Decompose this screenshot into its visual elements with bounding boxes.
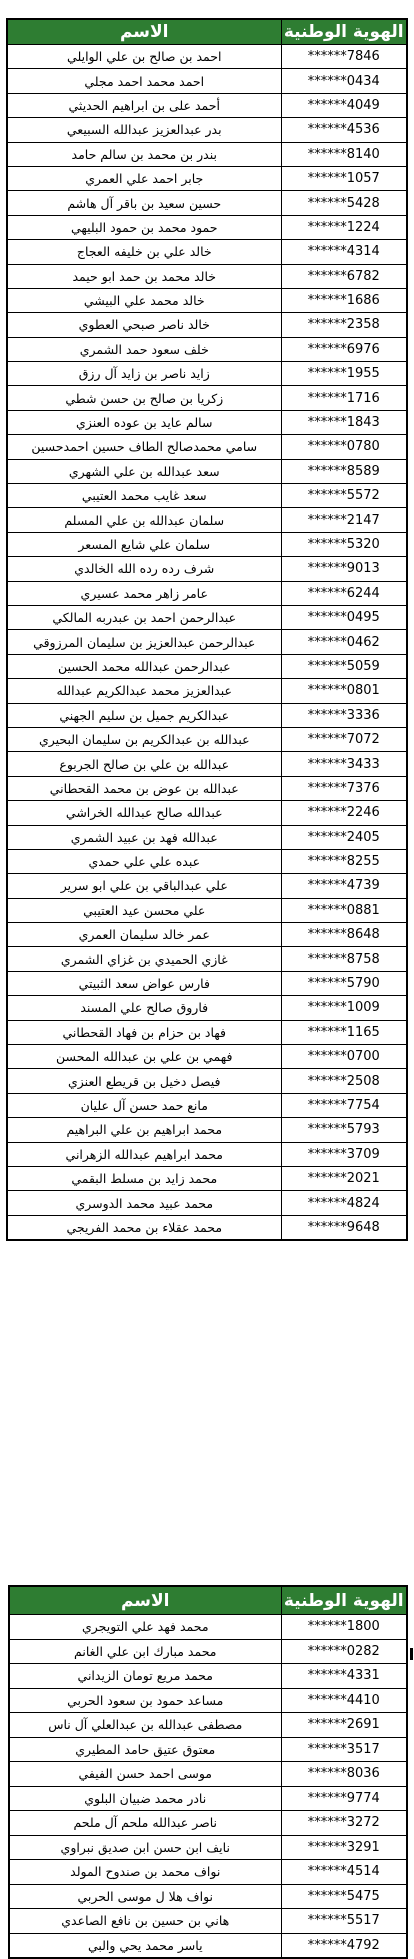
table-row [7,557,407,581]
national-id-cell: ******2021 [281,1166,407,1190]
national-id-cell: ******5320 [281,532,407,556]
name-cell: حسين سعيد بن باقر آل هاشم [7,191,281,215]
national-id-cell: ******3272 [281,1811,407,1836]
table-row [7,191,407,215]
table-row [7,752,407,776]
name-cell: فهمي بن علي بن عبدالله المحسن [7,1045,281,1069]
table-row [7,1142,407,1166]
national-id-cell: ******0801 [281,679,407,703]
national-id-cell: ******7072 [281,727,407,751]
name-cell: ناصر عبدالله ملحم آل ملحم [9,1811,281,1836]
table-row [9,1860,407,1885]
national-id-cell: ******5059 [281,654,407,678]
national-id-cell: ******0434 [281,69,407,93]
name-cell: محمد ابراهيم بن علي البراهيم [7,1118,281,1142]
national-id-cell: ******5793 [281,1118,407,1142]
name-cell: غازي الحميدي بن غزاي الشمري [7,947,281,971]
national-id-cell: ******4739 [281,874,407,898]
name-cell: مساعد حمود بن سعود الحربي [9,1688,281,1713]
name-cell: محمد زايد بن مسلط البقمي [7,1166,281,1190]
name-cell: سعد عبدالله بن علي الشهري [7,459,281,483]
name-cell: هاني بن حسين بن نافع الصاعدي [9,1909,281,1934]
national-id-cell: ******1165 [281,1020,407,1044]
table-row [7,45,407,69]
name-cell: ياسر محمد يحي والبي [9,1933,281,1958]
name-cell: احمد بن صالح بن علي الوايلي [7,45,281,69]
table-row [7,923,407,947]
table-row [7,679,407,703]
national-id-cell: ******7376 [281,776,407,800]
name-cell: شرف رده رده الله الخالدي [7,557,281,581]
table-row [7,849,407,873]
name-cell: نادر محمد ضبيان البلوي [9,1786,281,1811]
table-row [7,971,407,995]
national-id-cell: ******2147 [281,508,407,532]
national-id-cell: ******6244 [281,581,407,605]
national-id-cell: ******1057 [281,166,407,190]
table-row [7,874,407,898]
national-id-cell: ******3291 [281,1835,407,1860]
table-row [7,288,407,312]
national-id-cell: ******9013 [281,557,407,581]
national-id-cell: ******2508 [281,1069,407,1093]
national-id-cell: ******5428 [281,191,407,215]
table-row [7,93,407,117]
national-id-cell: ******2691 [281,1713,407,1738]
name-cell: عامر زاهر محمد عسيري [7,581,281,605]
name-cell: زايد ناصر بن زايد آل رزق [7,362,281,386]
table-row [7,801,407,825]
table-row [9,1909,407,1934]
name-cell: عبدالعزيز محمد عبدالكريم عبدالله [7,679,281,703]
name-cell: عبدالرحمن عبدالله محمد الحسين [7,654,281,678]
name-cell: زكريا بن صالح بن حسن شطي [7,386,281,410]
table-row [7,630,407,654]
national-id-cell: ******9648 [281,1215,407,1240]
national-id-cell: ******4049 [281,93,407,117]
name-cell: سامي محمدصالح الطاف حسين احمدحسين [7,435,281,459]
name-cell: محمد مريع تومان الزيداني [9,1664,281,1689]
name-cell: فارس عواض سعد الثبيتي [7,971,281,995]
table-row [7,996,407,1020]
name-cell: خالد محمد بن حمد ابو حيمد [7,264,281,288]
national-id-cell: ******0881 [281,898,407,922]
national-id-cell: ******2358 [281,313,407,337]
name-cell: عبدالكريم جميل بن سليم الجهني [7,703,281,727]
name-cell: بدر عبدالعزيز عبدالله السبيعي [7,118,281,142]
names-table-1 [6,18,408,1241]
national-id-cell: ******1686 [281,288,407,312]
table-row [7,1166,407,1190]
table-row [7,898,407,922]
national-id-cell: ******8140 [281,142,407,166]
table-row [9,1933,407,1958]
national-id-cell: ******6782 [281,264,407,288]
table-row [9,1664,407,1689]
national-id-cell: ******3709 [281,1142,407,1166]
table-row [7,459,407,483]
names-table-2 [8,1585,408,1959]
table-row [7,581,407,605]
name-cell: خلف سعود حمد الشمري [7,337,281,361]
national-id-cell: ******4824 [281,1191,407,1215]
name-cell: محمد عقلاء بن محمد الفريجي [7,1215,281,1240]
name-cell: محمد عبيد محمد الدوسري [7,1191,281,1215]
national-id-cell: ******3433 [281,752,407,776]
name-cell: عبدالله بن عبدالكريم بن سليمان البحيري [7,727,281,751]
national-id-cell: ******4514 [281,1860,407,1885]
name-cell: جابر احمد علي العمري [7,166,281,190]
national-id-cell: ******4536 [281,118,407,142]
table-row [7,654,407,678]
table-row [9,1688,407,1713]
table-row [7,703,407,727]
national-id-cell: ******1955 [281,362,407,386]
name-cell: محمد فهد علي التويجري [9,1615,281,1640]
table-row [7,508,407,532]
name-cell: مصطفى عبدالله بن عبدالعلي آل ناس [9,1713,281,1738]
name-cell: محمد مبارك ابن علي الغانم [9,1639,281,1664]
name-cell: علي عبدالباقي بن علي ابو سرير [7,874,281,898]
national-id-cell: ******8758 [281,947,407,971]
table-row [7,435,407,459]
table-row [7,386,407,410]
name-cell: محمد ابراهيم عبدالله الزهراني [7,1142,281,1166]
table-row [9,1615,407,1640]
table-header-row [9,1586,407,1615]
national-id-cell: ******0780 [281,435,407,459]
national-id-cell: ******6976 [281,337,407,361]
national-id-cell: ******3336 [281,703,407,727]
national-id-cell: ******1224 [281,215,407,239]
table-row [7,410,407,434]
national-id-cell: ******1800 [281,1615,407,1640]
name-cell: سالم عايد بن عوده العنزي [7,410,281,434]
name-cell: خالد ناصر صبحي العطوي [7,313,281,337]
table-row [9,1713,407,1738]
name-cell: عبدالله صالح عبدالله الخراشي [7,801,281,825]
table-row [7,240,407,264]
name-cell: نايف ابن حسن ابن صديق نبراوي [9,1835,281,1860]
table-row [7,1093,407,1117]
name-cell: خالد محمد علي البيشي [7,288,281,312]
national-id-cell: ******7846 [281,45,407,69]
table-row [7,727,407,751]
name-cell: بندر بن محمد بن سالم حامد [7,142,281,166]
name-cell: عبدالله بن علي بن صالح الجربوع [7,752,281,776]
name-cell: حمود محمد بن حمود البليهي [7,215,281,239]
name-cell: موسى احمد حسن الفيفي [9,1762,281,1787]
national-id-cell: ******1009 [281,996,407,1020]
national-id-cell: ******1843 [281,410,407,434]
table-row [7,118,407,142]
name-cell: عبدالله فهد بن عبيد الشمري [7,825,281,849]
header-national-id: الهوية الوطنية [281,1586,407,1615]
name-cell: علي محسن عيد العتيبي [7,898,281,922]
header-name: الاسم [9,1586,281,1615]
national-id-cell: ******8255 [281,849,407,873]
name-cell: مانع حمد حسن آل عليان [7,1093,281,1117]
name-cell: نواف محمد بن صندوح المولد [9,1860,281,1885]
national-id-cell: ******1716 [281,386,407,410]
table-row [7,1020,407,1044]
name-cell: عبدالرحمن عبدالعزيز بن سليمان المرزوقي [7,630,281,654]
name-cell: معتوق عتيق حامد المطيري [9,1737,281,1762]
national-id-cell: ******8589 [281,459,407,483]
national-id-cell: ******2405 [281,825,407,849]
national-id-cell: ******5475 [281,1884,407,1909]
table-row [9,1835,407,1860]
table-row [7,215,407,239]
table-row [9,1884,407,1909]
table-row [9,1737,407,1762]
national-id-cell: ******5790 [281,971,407,995]
table-row [7,825,407,849]
national-id-cell: ******8648 [281,923,407,947]
name-cell: سلمان علي شايع المسعر [7,532,281,556]
header-name: الاسم [7,19,281,45]
name-cell: احمد محمد احمد مجلي [7,69,281,93]
national-id-cell: ******0462 [281,630,407,654]
name-cell: فاروق صالح علي المسند [7,996,281,1020]
name-cell: عبدالرحمن احمد بن عبدربه المالكي [7,605,281,629]
national-id-cell: ******0282 [281,1639,407,1664]
header-national-id: الهوية الوطنية [281,19,407,45]
table-row [9,1786,407,1811]
name-cell: خالد علي بن خليفه العجاج [7,240,281,264]
table-row [7,1215,407,1240]
table-row [7,1045,407,1069]
table-row [7,264,407,288]
name-cell: عبدالله بن عوض بن محمد القحطاني [7,776,281,800]
name-cell: فيصل دخيل بن قريطع العنزي [7,1069,281,1093]
name-cell: سلمان عبدالله بن علي المسلم [7,508,281,532]
national-id-cell: ******7754 [281,1093,407,1117]
table-row [7,532,407,556]
national-id-cell: ******4792 [281,1933,407,1958]
national-id-cell: ******9774 [281,1786,407,1811]
page-edge-mark [410,1648,413,1660]
table-row [9,1811,407,1836]
table-row [7,605,407,629]
table-row [7,142,407,166]
table-row [7,313,407,337]
name-cell: نواف هلا ل موسى الحربي [9,1884,281,1909]
national-id-cell: ******4331 [281,1664,407,1689]
national-id-cell: ******5572 [281,484,407,508]
table-row [7,69,407,93]
national-id-cell: ******4410 [281,1688,407,1713]
table-row [7,1191,407,1215]
table-row [7,484,407,508]
table-row [9,1762,407,1787]
national-id-cell: ******8036 [281,1762,407,1787]
name-cell: أحمد على بن ابراهيم الحديثي [7,93,281,117]
table-row [7,337,407,361]
table-row [7,1118,407,1142]
table-row [7,776,407,800]
national-id-cell: ******0495 [281,605,407,629]
national-id-cell: ******5517 [281,1909,407,1934]
name-cell: فهاد بن حزام بن فهاد القحطاني [7,1020,281,1044]
table-row [7,1069,407,1093]
table-body [9,1615,407,1959]
table-row [7,166,407,190]
table-row [7,362,407,386]
table-body [7,45,407,1241]
national-id-cell: ******0700 [281,1045,407,1069]
table-row [7,947,407,971]
name-cell: عمر خالد سليمان العمري [7,923,281,947]
national-id-cell: ******3517 [281,1737,407,1762]
national-id-cell: ******2246 [281,801,407,825]
national-id-cell: ******4314 [281,240,407,264]
table-header-row [7,19,407,45]
name-cell: سعد غايب محمد العتيبي [7,484,281,508]
table-row [9,1639,407,1664]
name-cell: عبده علي علي حمدي [7,849,281,873]
